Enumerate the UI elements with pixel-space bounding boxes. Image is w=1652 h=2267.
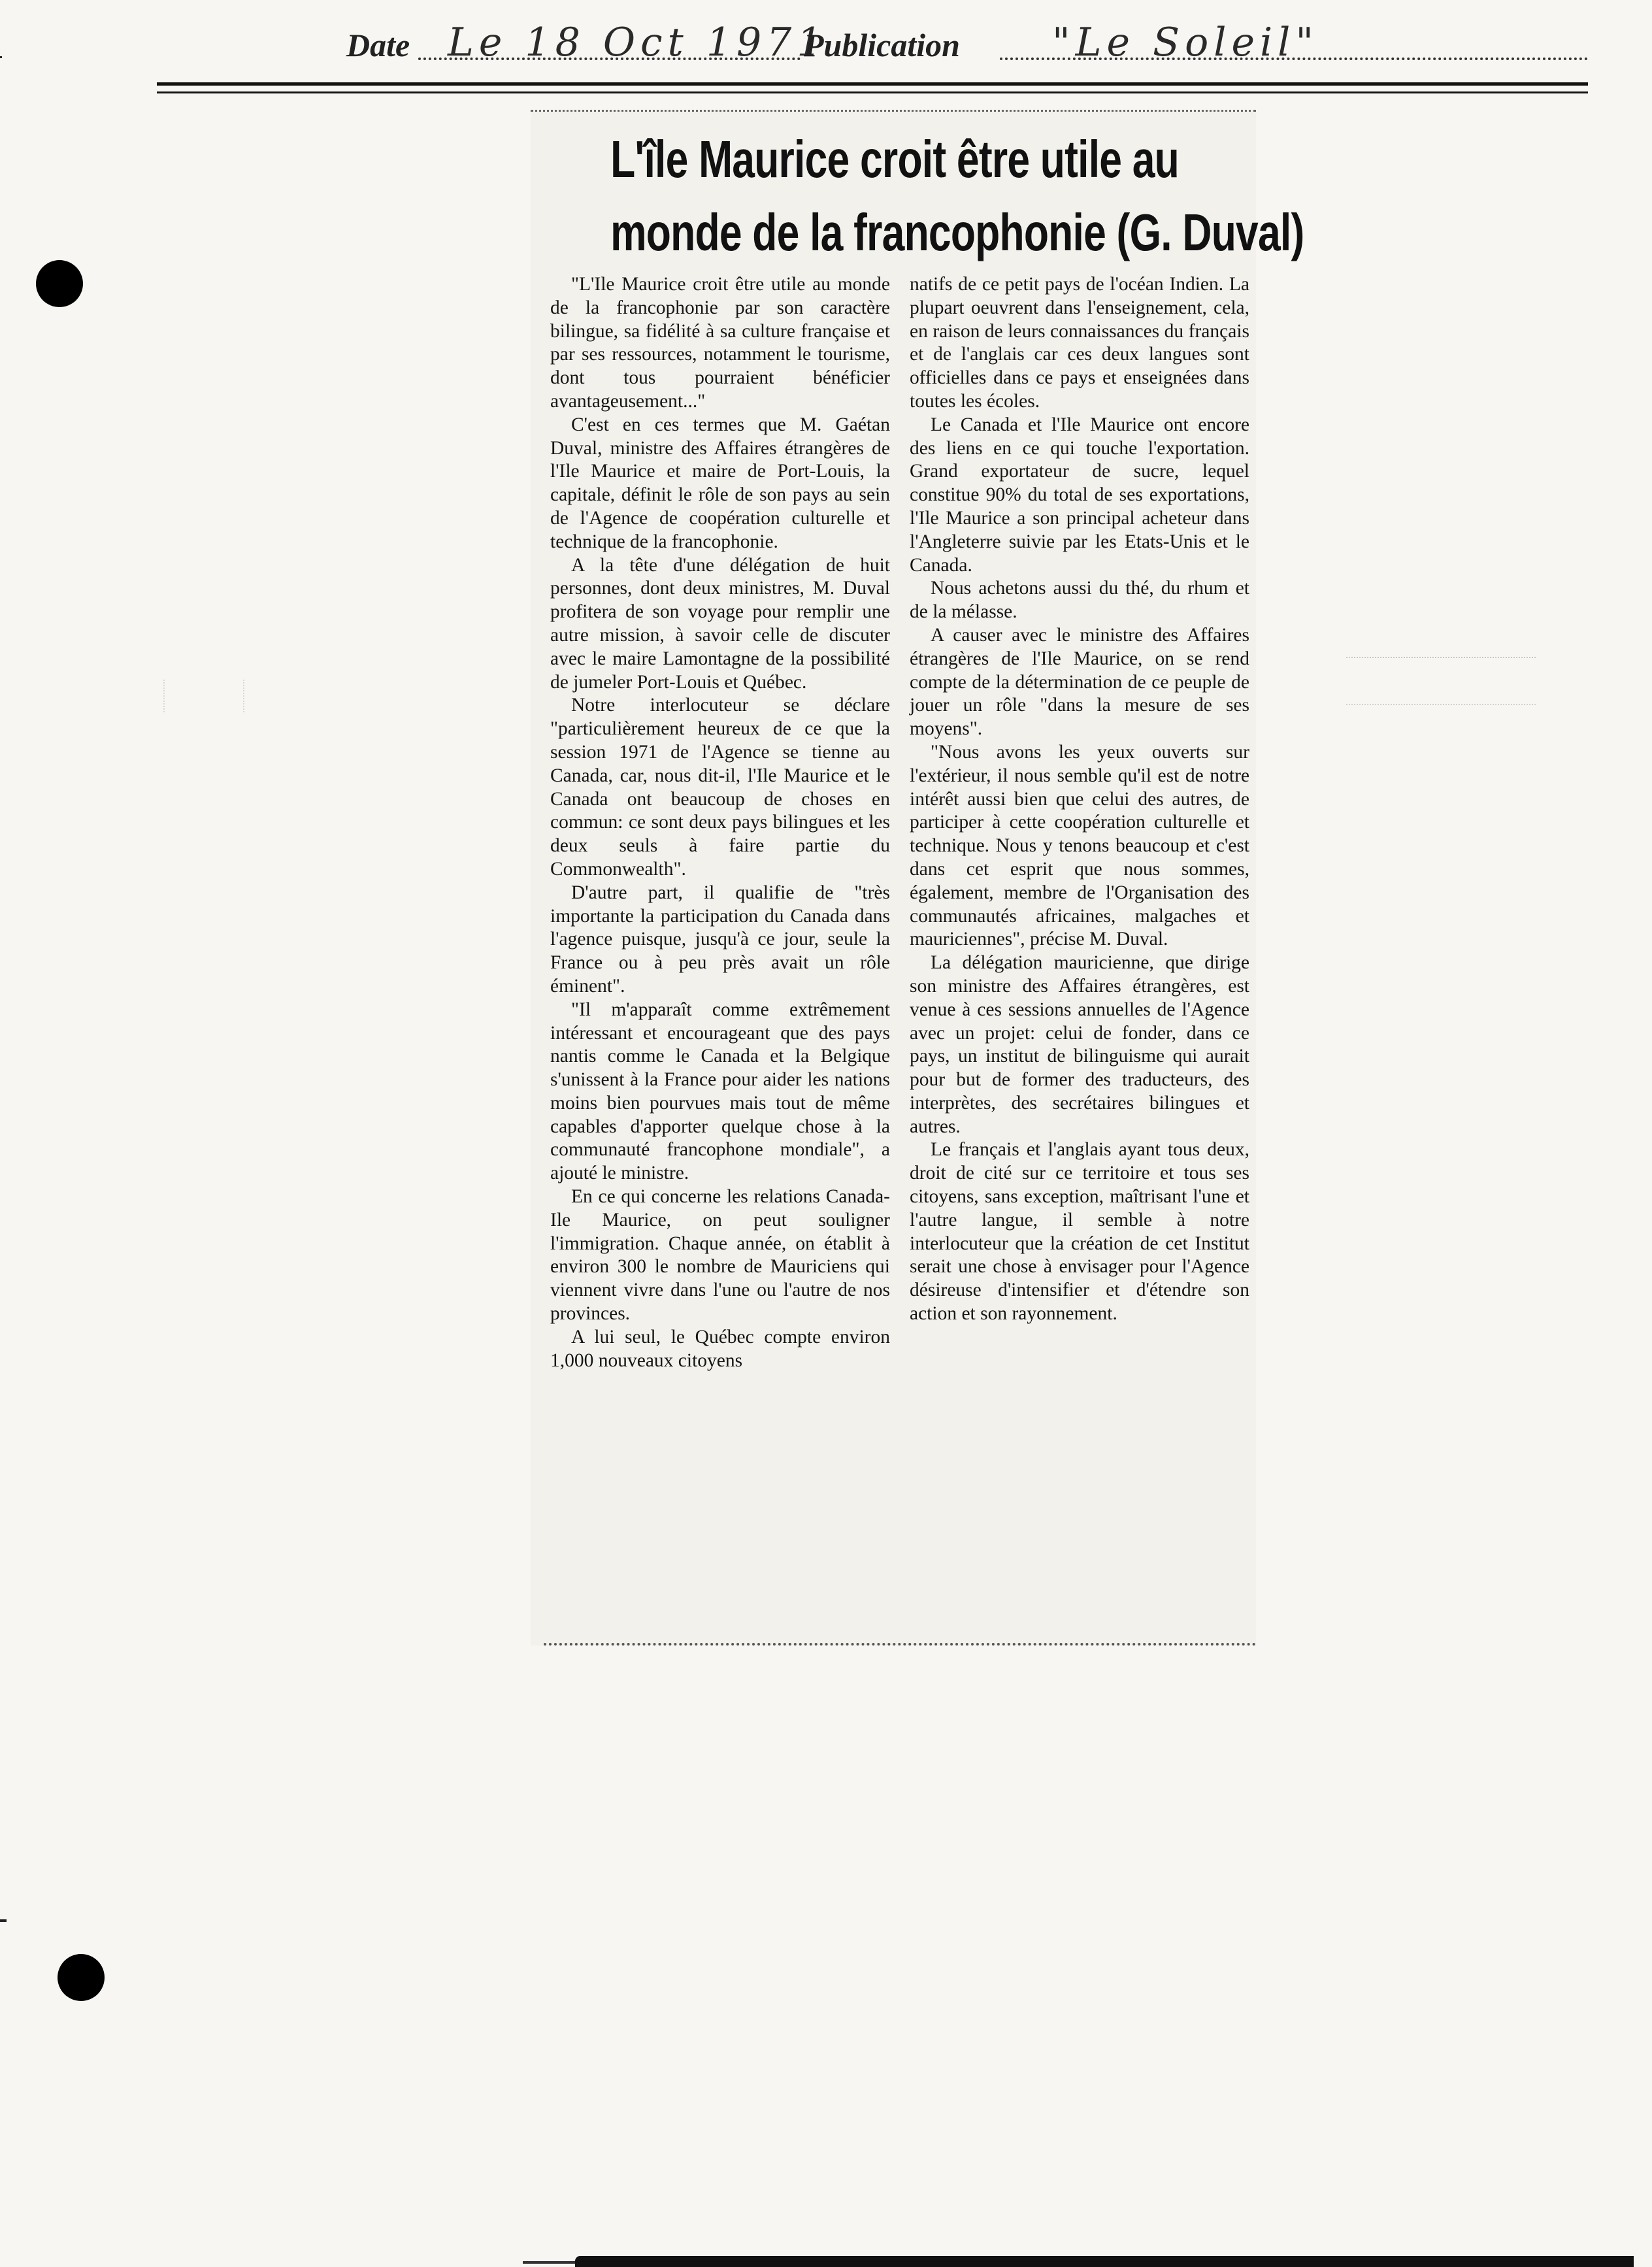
paragraph: La délégation mauricienne, que dirige son ministre des Affaires étrangères, est venue à ces sessions annuelles de l'Agence avec un projet: celui de fonder, dans ce pays, un institut de bilinguisme qui aurait pour but de former des traducteurs, des interprètes, des secrétaires bilingues et autres. bbox=[910, 952, 1249, 1137]
paragraph: C'est en ces termes que M. Gaétan Duval, ministre des Affaires étrangères de l'Ile Maurice et maire de Port-Louis, la capitale, définit le rôle de son pays au sein de l'Agence de coopération culturelle et technique de la francophonie. bbox=[550, 414, 890, 552]
paragraph: A la tête d'une délégation de huit personnes, dont deux ministres, M. Duval profitera de son voyage pour remplir une autre mission, à savoir celle de discuter avec le maire Lamontagne de la possibilité de jumeler Port-Louis et Québec. bbox=[550, 554, 890, 693]
bottom-scan-edge-tip bbox=[523, 2261, 582, 2264]
newspaper-clipping bbox=[531, 110, 1304, 1646]
header-rule-thick bbox=[157, 82, 1588, 86]
paragraph: Le Canada et l'Ile Maurice ont encore des liens en ce qui touche l'exportation. Grand exportateur de sucre, lequel constitue 90% du total de ses exportations, l'Ile Maurice a son principal acheteur dans l'Angleterre suivie par les Etats-Unis et le Canada. bbox=[910, 414, 1249, 576]
article-column-left bbox=[550, 273, 890, 1372]
punch-hole bbox=[36, 260, 83, 307]
paragraph: "L'Ile Maurice croit être utile au monde de la francophonie par son caractère bilingue, sa fidélité à sa culture française et par ses ressources, notamment le tourisme, dont tous pourraient bénéficier avantageusement..." bbox=[550, 274, 890, 412]
headline-line: monde de la francophonie (G. Duval) bbox=[610, 203, 1304, 261]
bottom-scan-edge bbox=[575, 2256, 1634, 2267]
header-rule-thin bbox=[157, 91, 1588, 93]
paragraph: natifs de ce petit pays de l'océan Indien. La plupart oeuvrent dans l'enseignement, cela, en raison de leurs connaissances du français et de l'anglais car ces deux langues sont officielles dans ce pays et enseignées dans toutes les écoles. bbox=[910, 274, 1249, 412]
scan-noise bbox=[1346, 657, 1536, 705]
article-headline bbox=[610, 123, 1304, 269]
paragraph: Notre interlocuteur se déclare "particulièrement heureux de ce que la session 1971 de l'Agence se tienne au Canada, car, nous dit-il, l'Ile Maurice et le Canada ont beaucoup de choses en commun: ce sont deux pays bilingues et les deux seuls à faire partie du Commonwealth". bbox=[550, 695, 890, 880]
archive-header bbox=[346, 20, 1588, 72]
paragraph: "Il m'apparaît comme extrêmement intéressant et encourageant que des pays nantis comme le Canada et la Belgique s'unissent à la France pour aider les nations moins bien pourvues mais tout de même capables d'apporter quelque chose à la communauté francophone mondiale", a ajouté le ministre. bbox=[550, 999, 890, 1184]
clipping-top-edge bbox=[531, 110, 1256, 118]
paragraph: Le français et l'anglais ayant tous deux, droit de cité sur ce territoire et tous ses citoyens, sans exception, maîtrisant l'une et l'autre langue, il semble à notre interlocuteur que la création de cet Institut serait une chose à envisager pour l'Agence désireuse d'intensifier et d'étendre son action et son rayonnement. bbox=[910, 1139, 1249, 1325]
paragraph: En ce qui concerne les relations Canada-Ile Maurice, on peut souligner l'immigration. Chaque année, on établit à environ 300 le nombre de Mauriciens qui viennent vivre dans l'une ou l'autre de nos provinces. bbox=[550, 1186, 890, 1325]
article-column-right bbox=[910, 273, 1249, 1326]
paragraph: "Nous avons les yeux ouverts sur l'extérieur, il nous semble qu'il est de notre intérêt aussi bien que celui des autres, de participer à cette coopération culturelle et technique. Nous y tenons beaucoup et c'est dans cet esprit que nous sommes, également, membre de l'Organisation des communautés africaines, malgaches et mauriciennes", précise M. Duval. bbox=[910, 741, 1249, 950]
publication-label: Publication bbox=[804, 27, 960, 63]
edge-speck bbox=[0, 1919, 7, 1922]
edge-speck bbox=[0, 56, 2, 58]
paragraph: A lui seul, le Québec compte environ 1,000 nouveaux citoyens bbox=[550, 1326, 890, 1371]
headline-line: L'île Maurice croit être utile au bbox=[610, 130, 1179, 188]
paragraph: A causer avec le ministre des Affaires étrangères de l'Ile Maurice, on se rend compte de la détermination de ce peuple de jouer un rôle "dans la mesure de ses moyens". bbox=[910, 624, 1249, 740]
date-handwritten-value: Le 18 Oct 1971 bbox=[448, 20, 827, 65]
paragraph: Nous achetons aussi du thé, du rhum et de la mélasse. bbox=[910, 578, 1249, 623]
date-label: Date bbox=[346, 27, 410, 63]
publication-handwritten-value: "Le Soleil" bbox=[1052, 20, 1319, 65]
clipping-bottom-edge bbox=[544, 1635, 1256, 1646]
scan-noise bbox=[163, 680, 244, 712]
punch-hole bbox=[58, 1954, 105, 2001]
paragraph: D'autre part, il qualifie de "très importante la participation du Canada dans l'agence puisque, jusqu'à ce jour, seule la France ou à peu près avait un rôle éminent". bbox=[550, 882, 890, 997]
